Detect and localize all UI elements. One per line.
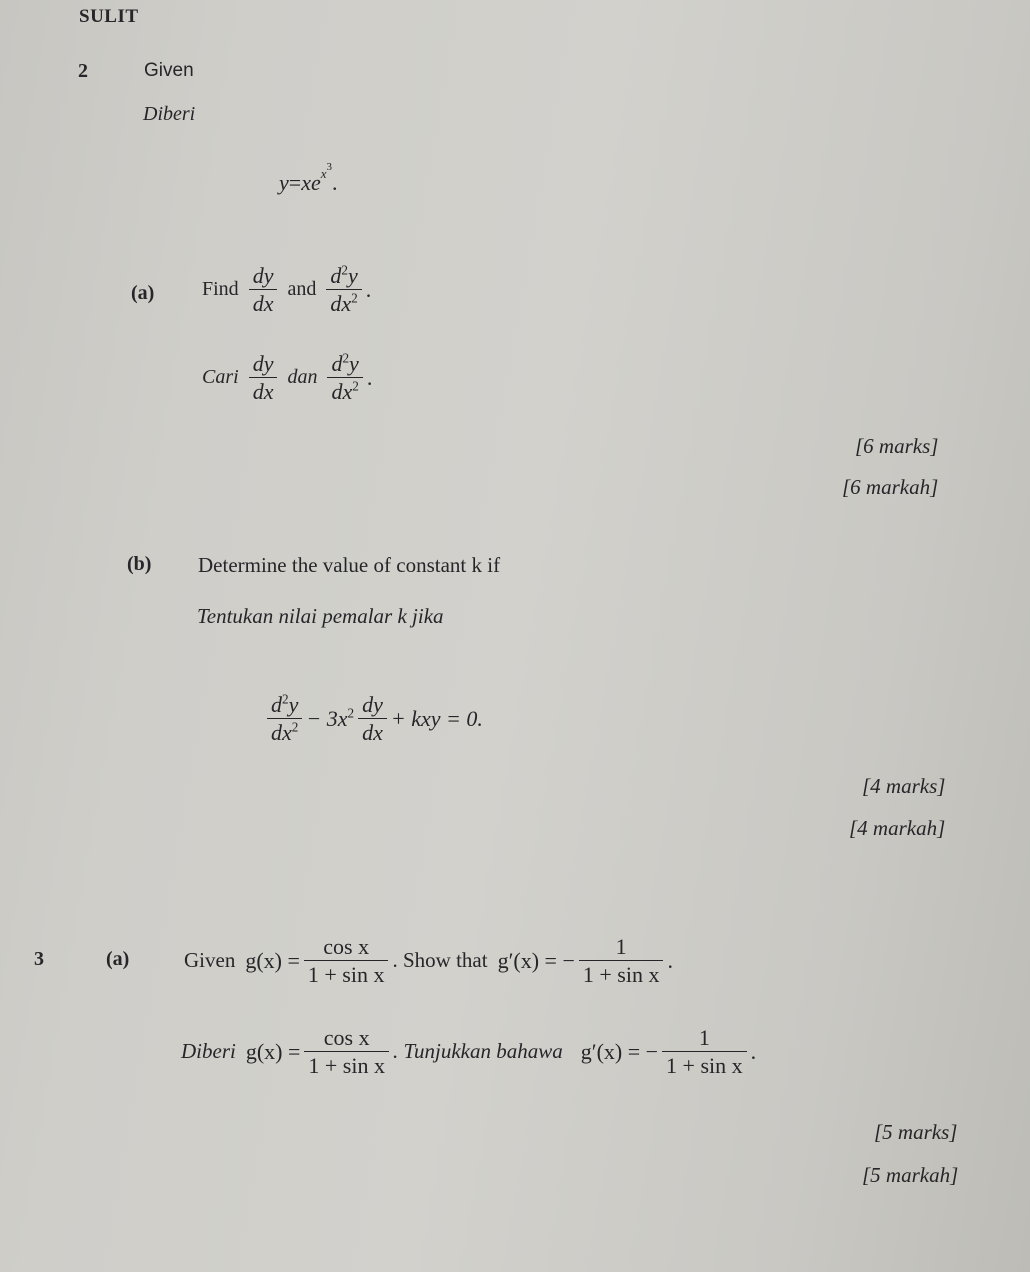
q2b-equation — [263, 693, 483, 744]
q2a-label: (a) — [131, 282, 155, 304]
frac-den: 1 + sin x — [662, 1051, 747, 1077]
frac-dy-dx-ms — [249, 352, 278, 403]
markah-text: [6 markah] — [842, 475, 939, 499]
frac-den: 1 + sin x — [579, 960, 664, 986]
eq-x: x — [301, 170, 311, 195]
frac-num: cos x — [323, 1025, 370, 1050]
frac-d2y-dx2 — [326, 264, 361, 315]
eq-e: e — [310, 170, 321, 195]
frac-num: $d^2y$ — [330, 262, 358, 288]
q2-number: 2 — [78, 60, 88, 82]
markah-text: [4 markah] — [849, 816, 946, 840]
q3a-gp-lhs-ms: g′(x) = − — [580, 1038, 659, 1064]
q3a-show-en: . Show that — [392, 948, 488, 973]
q2-given-en: Given — [144, 60, 194, 81]
frac-den: dx — [358, 718, 387, 744]
frac-gp — [579, 935, 664, 986]
eq-exp-pow: 3 — [326, 161, 332, 173]
header-sulit: SULIT — [79, 6, 139, 27]
q2a-end: . — [365, 276, 372, 302]
frac-d2y-dx2-b — [267, 693, 302, 744]
q3a-show-ms: . Tunjukkan bahawa — [392, 1039, 563, 1064]
q2b-text-en: Determine the value of constant k if — [198, 553, 501, 577]
frac-den: 1 + sin x — [304, 1051, 389, 1077]
frac-num: dy — [362, 692, 383, 717]
frac-den: $dx^2$ — [326, 289, 361, 315]
q3a-end: . — [667, 947, 673, 973]
q2b-marks-ms — [849, 816, 945, 841]
frac-num: dy — [252, 263, 274, 288]
frac-g-ms — [304, 1026, 389, 1077]
q2a-find-ms: Cari — [202, 366, 239, 389]
q2a-cari-line — [202, 352, 372, 403]
eq-end: . — [332, 170, 338, 195]
q3a-marks-ms — [862, 1163, 958, 1188]
q3a-line-ms — [181, 1026, 756, 1077]
frac-den: dx — [249, 377, 278, 403]
frac-num: $d^2y$ — [331, 350, 359, 376]
q3a-line-en — [184, 935, 673, 986]
frac-num: cos x — [323, 934, 370, 959]
q2a-end-ms: . — [366, 364, 373, 390]
frac-d2y-dx2-ms — [327, 352, 362, 403]
q2b-label: (b) — [127, 553, 152, 575]
frac-den: $dx^2$ — [327, 377, 362, 403]
frac-den: dx — [249, 289, 278, 315]
q3a-marks-en — [874, 1120, 957, 1145]
eq-exp-base: x — [320, 166, 327, 181]
q2a-marks-en — [855, 434, 938, 459]
q3a-label: (a) — [106, 948, 130, 970]
q3a-given-en: Given — [184, 948, 236, 973]
q2a-find-line — [202, 264, 371, 315]
q2a-find-en: Find — [202, 278, 239, 301]
marks-text: [5 marks] — [874, 1120, 958, 1144]
q2a-and-ms: dan — [287, 366, 318, 389]
frac-num: 1 — [698, 1025, 710, 1050]
q2-given-ms: Diberi — [143, 103, 196, 125]
frac-den: $dx^2$ — [267, 718, 302, 744]
q2-equation — [279, 161, 338, 196]
q3-number: 3 — [34, 948, 44, 970]
frac-gp-ms — [662, 1026, 747, 1077]
markah-text: [5 markah] — [862, 1163, 959, 1187]
q3a-g-lhs: g(x) = — [245, 947, 300, 973]
frac-dy-dx-b — [358, 693, 387, 744]
marks-text: [6 marks] — [855, 434, 939, 458]
q3a-given-ms: Diberi — [181, 1039, 236, 1064]
q2a-marks-ms — [842, 475, 938, 500]
q2a-and-en: and — [287, 278, 317, 301]
frac-num: $d^2y$ — [271, 691, 299, 717]
q2b-marks-en — [862, 774, 945, 799]
eq-equals: = — [288, 170, 302, 195]
frac-dy-dx — [249, 264, 278, 315]
q3a-g-lhs-ms: g(x) = — [245, 1038, 301, 1064]
frac-num: 1 — [615, 934, 627, 959]
eq-exponent — [320, 161, 332, 181]
frac-num: dy — [252, 351, 274, 376]
q3a-gp-lhs: g′(x) = − — [497, 947, 575, 973]
eq-tail: + kxy = 0. — [390, 705, 483, 731]
eq-y: y — [279, 170, 289, 195]
frac-g — [304, 935, 389, 986]
q2b-text-ms: Tentukan nilai pemalar k jika — [197, 604, 444, 628]
frac-den: 1 + sin x — [304, 960, 389, 986]
marks-text: [4 marks] — [862, 774, 946, 798]
eq-minus-3x: − $3x^2$ — [306, 705, 355, 731]
q3a-end-ms: . — [750, 1038, 757, 1064]
